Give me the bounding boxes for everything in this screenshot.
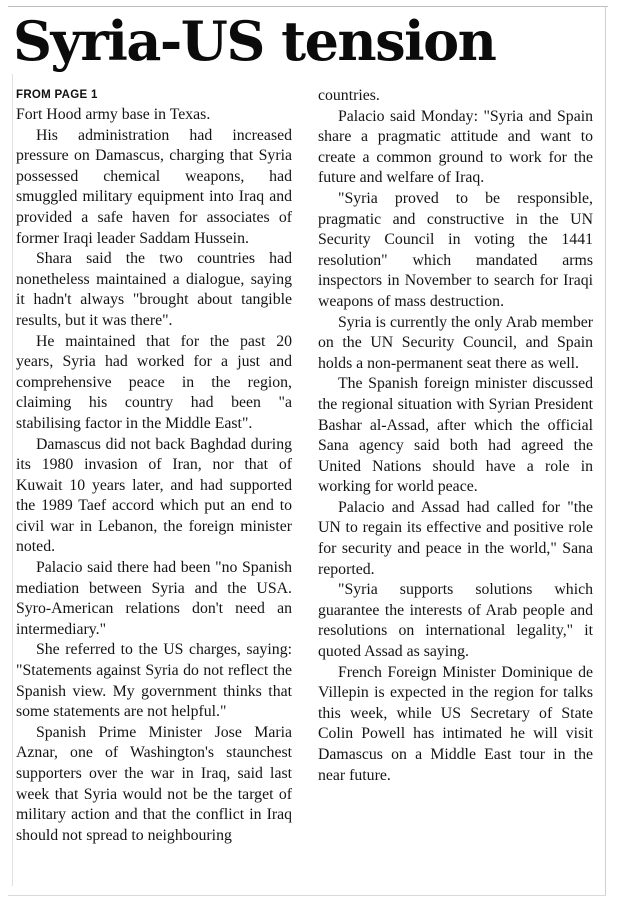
continuation-label: FROM PAGE 1 bbox=[16, 89, 98, 101]
paragraph: She referred to the US charges, saying: "Statements against Syria do not reflect the Spanish view. My government thinks that some statements are not helpful." bbox=[16, 641, 292, 721]
paragraph: His administration had increased pressure on Damascus, charging that Syria possessed chemical weapons, had smuggled military equipment into Iraq and provided a safe haven for associates of former Iraqi leader Saddam Hussein. bbox=[16, 126, 292, 247]
right-column bbox=[318, 86, 593, 786]
paragraph: Fort Hood army base in Texas. bbox=[16, 106, 211, 123]
paragraph: The Spanish foreign minister discussed the regional situation with Syrian President Bashar al-Assad, after which the official Sana agency said both had agreed the United Nations should have a role in working for world peace. bbox=[318, 375, 593, 496]
paragraph: Palacio said Monday: "Syria and Spain share a pragmatic attitude and want to create a common ground to work for the future and welfare of Iraq. bbox=[318, 107, 593, 187]
paragraph: Damascus did not back Baghdad during its 1980 invasion of Iran, nor that of Kuwait 10 years later, and had supported the 1989 Taef accord which put an end to civil war in Lebanon, the foreign minister noted. bbox=[16, 435, 292, 556]
paragraph: "Syria supports solutions which guarantee the interests of Arab people and resolutions on international legality," it quoted Assad as saying. bbox=[318, 581, 593, 661]
paragraph: He maintained that for the past 20 years, Syria had worked for a just and comprehensive peace in the region, claiming his country had been "a stabilising factor in the Middle East". bbox=[16, 332, 292, 432]
left-edge-rule bbox=[12, 74, 13, 886]
paragraph: Syria is currently the only Arab member on the UN Security Council, and Spain holds a non-permanent seat there as well. bbox=[318, 313, 593, 372]
paragraph: Spanish Prime Minister Jose Maria Aznar, one of Washington's staunchest supporters over the war in Iraq, said last week that Syria would not be the target of military action and that the conflict in Iraq should not spread to neighbouring bbox=[16, 723, 292, 844]
paragraph: French Foreign Minister Dominique de Villepin is expected in the region for talks this week, while US Secretary of State Colin Powell has intimated he will visit Damascus on a Middle East tour in the near future. bbox=[318, 663, 593, 784]
paragraph: Palacio and Assad had called for "the UN to regain its effective and positive role for security and peace in the world," Sana reported. bbox=[318, 498, 593, 578]
headline: Syria-US tension bbox=[13, 9, 496, 73]
top-cut-rule bbox=[8, 0, 608, 7]
paragraph: Shara said the two countries had nonetheless maintained a dialogue, saying it hadn't always "brought about tangible results, but it was there". bbox=[16, 250, 292, 329]
paragraph: Palacio said there had been "no Spanish mediation between Syria and the USA. Syro-American relations don't need an intermediary." bbox=[16, 559, 292, 638]
right-edge-rule bbox=[605, 6, 606, 896]
left-column bbox=[16, 86, 292, 846]
paragraph: countries. bbox=[318, 87, 380, 104]
paragraph: "Syria proved to be responsible, pragmatic and constructive in the UN Security Council in voting the 1441 resolution" which mandated arms inspectors in November to search for Iraqi weapons of mass destruction. bbox=[318, 189, 593, 310]
bottom-cut-rule bbox=[8, 895, 606, 896]
